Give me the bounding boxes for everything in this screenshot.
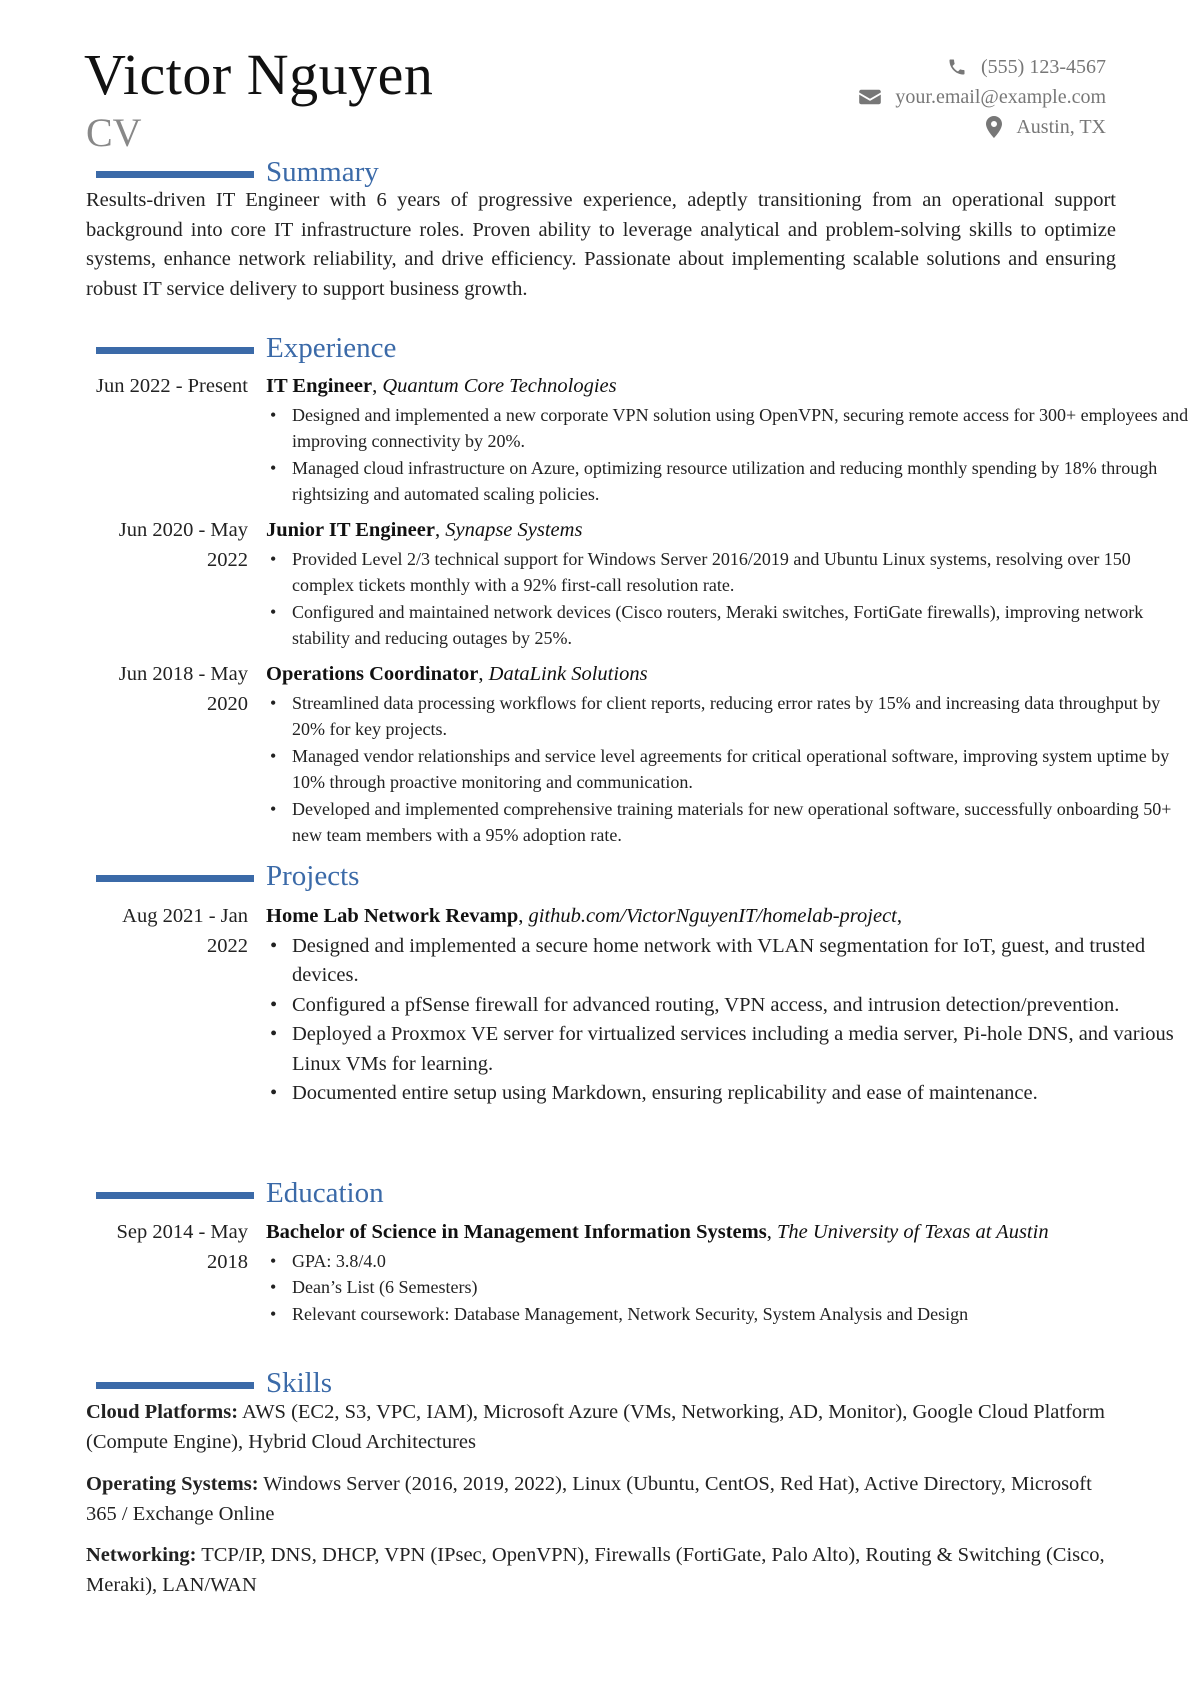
phone-number: (555) 123-4567 [981,55,1106,78]
entry-role: Junior IT Engineer [266,519,435,541]
list-item: • Relevant coursework: Database Management, Network Security, System Analysis and Design [266,1301,1190,1328]
project-link[interactable]: github.com/VictorNguyenIT/homelab-project [528,905,897,927]
section-bar [96,1382,254,1389]
entry-role: Operations Coordinator [266,663,479,685]
list-item: • Configured and maintained network devices (Cisco routers, Meraki switches, FortiGate firewalls), improving network stability and reducing outages by 25%. [266,599,1190,652]
entry-heading: Home Lab Network Revamp, github.com/VictorNguyenIT/homelab-project, [266,905,902,927]
list-item: • Designed and implemented a new corporate VPN solution using OpenVPN, securing remote access for 300+ employees and improving connectivity by 20%. [266,402,1190,455]
entry-role: Home Lab Network Revamp [266,905,519,927]
section-title: Summary [266,155,379,188]
entry-heading: Operations Coordinator, DataLink Solutions [266,663,648,685]
section-projects-head [96,858,359,894]
skill-text: AWS (EC2, S3, VPC, IAM), Microsoft Azure (VMs, Networking, AD, Monitor), Google Cloud Platform (Compute Engine), Hybrid Cloud Architectures [86,1401,1105,1453]
section-bar [96,347,254,354]
list-item: • Designed and implemented a secure home network with VLAN segmentation for IoT, guest, and trusted devices. [266,932,1190,991]
entry-org: Synapse Systems [445,519,583,541]
skill-label: Operating Systems: [86,1473,259,1495]
contact-block [706,52,1106,142]
location-text: Austin, TX [1016,115,1106,138]
person-name: Victor Nguyen [84,42,434,107]
entry-date: Sep 2014 - May 2018 [116,1221,248,1273]
list-item: • GPA: 3.8/4.0 [266,1248,1190,1275]
section-experience-head [96,330,396,366]
section-title: Education [266,1176,384,1209]
section-education-head [96,1175,384,1211]
entry-org: The University of Texas at Austin [776,1221,1049,1243]
entry-date: Jun 2020 - May 2022 [118,519,248,571]
skill-label: Cloud Platforms: [86,1401,239,1423]
list-item: • Configured a pfSense firewall for advanced routing, VPN access, and intrusion detection/prevention. [266,991,1190,1021]
phone-icon [947,57,967,77]
entry-bullets [266,1248,1190,1328]
list-item: • Dean’s List (6 Semesters) [266,1274,1190,1301]
entry-role: IT Engineer [266,375,373,397]
section-bar [96,171,254,178]
section-summary-head [96,154,379,190]
contact-location [706,112,1106,142]
section-bar [96,1192,254,1199]
list-item: • Deployed a Proxmox VE server for virtualized services including a media server, Pi-hole DNS, and various Linux VMs for learning. [266,1020,1190,1079]
section-title: Experience [266,331,397,364]
skill-text: Windows Server (2016, 2019, 2022), Linux (Ubuntu, CentOS, Red Hat), Active Directory, Microsoft 365 / Exchange Online [86,1473,1092,1525]
entry-heading: IT Engineer, Quantum Core Technologies [266,375,617,397]
section-skills-head [96,1365,332,1401]
entry-date: Aug 2021 - Jan 2022 [122,905,248,957]
list-item: • Streamlined data processing workflows for client reports, reducing error rates by 15% and increasing data throughput by 20% for key projects. [266,690,1190,743]
summary-text: Results-driven IT Engineer with 6 years of progressive experience, adeptly transitioning from an operational support background into core IT infrastructure roles. Proven ability to leverage analytical and problem-solving skills to optimize systems, enhance network reliability, and drive efficiency. Passionate about implementing scalable solutions and ensuring robust IT service delivery to support business growth. [86,189,1116,300]
list-item: • Managed vendor relationships and service level agreements for critical operational software, improving system uptime by 10% through proactive monitoring and communication. [266,743,1190,796]
map-pin-icon [986,116,1002,138]
list-item: • Provided Level 2/3 technical support for Windows Server 2016/2019 and Ubuntu Linux systems, resolving over 150 complex tickets monthly with a 92% first-call resolution rate. [266,546,1190,599]
list-item: • Managed cloud infrastructure on Azure, optimizing resource utilization and reducing monthly spending by 18% through rightsizing and automated scaling policies. [266,455,1190,508]
skill-row [86,1398,1116,1457]
entry-role: Bachelor of Science in Management Information Systems [266,1221,767,1243]
entry-heading: Junior IT Engineer, Synapse Systems [266,519,583,541]
entry-date: Jun 2022 - Present [95,375,248,397]
list-item: • Documented entire setup using Markdown, ensuring replicability and ease of maintenance. [266,1079,1190,1109]
section-title: Skills [266,1366,333,1399]
skill-row [86,1470,1116,1529]
entry-bullets [266,546,1190,652]
list-item: • Developed and implemented comprehensive training materials for new operational software, successfully onboarding 50+ new team members with a 95% adoption rate. [266,796,1190,849]
skill-text: TCP/IP, DNS, DHCP, VPN (IPsec, OpenVPN), Firewalls (FortiGate, Palo Alto), Routing & Switching (Cisco, Meraki), LAN/WAN [86,1544,1105,1596]
contact-phone [706,52,1106,82]
skill-row [86,1541,1116,1600]
entry-bullets [266,690,1190,849]
entry-bullets [266,932,1190,1109]
section-title: Projects [266,859,360,892]
entry-heading: Bachelor of Science in Management Information Systems, The University of Texas at Austin [266,1221,1049,1243]
email-address[interactable]: your.email@example.com [895,85,1106,108]
entry-bullets [266,402,1190,508]
section-bar [96,875,254,882]
skill-label: Networking: [86,1544,197,1566]
envelope-icon [859,88,881,106]
entry-org: Quantum Core Technologies [382,375,617,397]
entry-date: Jun 2018 - May 2020 [118,663,248,715]
entry-org: DataLink Solutions [488,663,648,685]
document-subtitle: CV [86,110,142,155]
contact-email [706,82,1106,112]
